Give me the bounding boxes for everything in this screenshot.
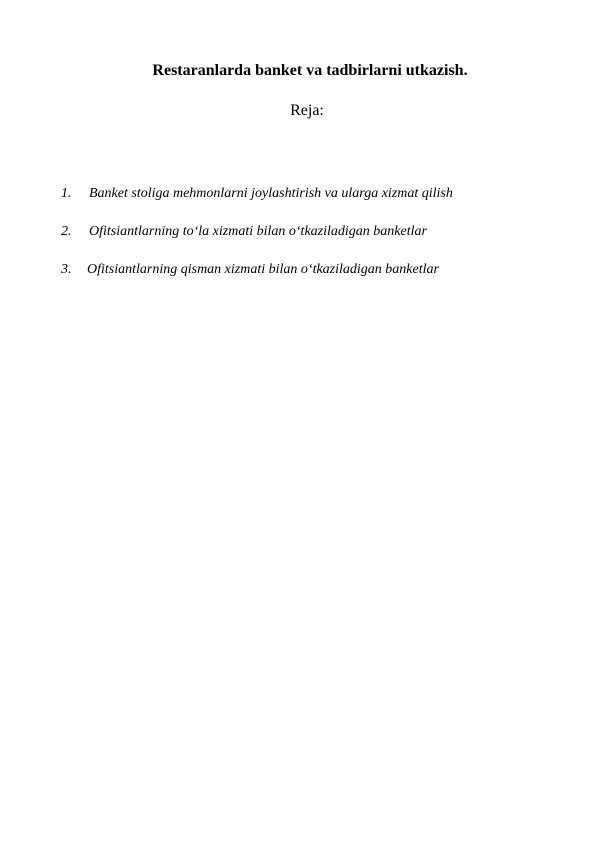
plan-item-number: 1. xyxy=(61,186,72,201)
plan-item-number: 2. xyxy=(61,224,72,239)
plan-item-text: Ofitsiantlarning to‘la xizmati bilan o‘tkaziladigan banketlar xyxy=(89,224,427,239)
plan-item-text: Ofitsiantlarning qisman xizmati bilan o‘tkaziladigan banketlar xyxy=(87,262,439,277)
plan-heading: Reja: xyxy=(290,102,324,119)
document-title: Restaranlarda banket va tadbirlarni utkazish. xyxy=(152,62,468,79)
plan-item-number: 3. xyxy=(61,262,72,277)
plan-item-text: Banket stoliga mehmonlarni joylashtirish va ularga xizmat qilish xyxy=(89,186,453,201)
